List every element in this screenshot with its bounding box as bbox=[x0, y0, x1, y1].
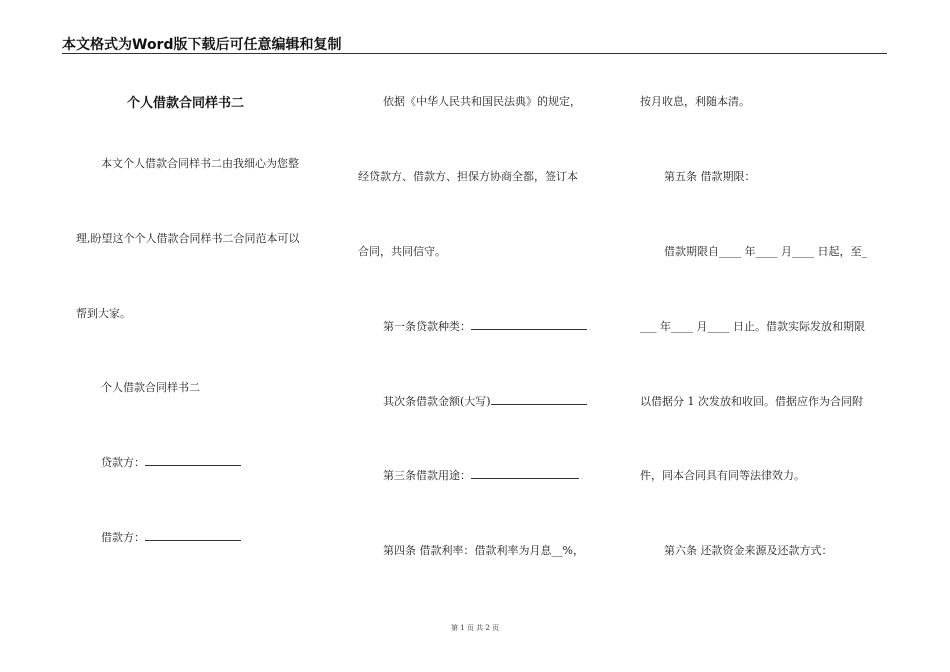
contract-subtitle: 个人借款合同样书二 bbox=[101, 381, 200, 394]
lender-field bbox=[101, 454, 241, 470]
article-3-label: 第三条借款用途： bbox=[383, 469, 471, 482]
preamble-line-1: 依据《中华人民共和国民法典》的规定， bbox=[383, 95, 581, 108]
article-1-blank bbox=[471, 319, 587, 330]
lender-blank bbox=[145, 455, 241, 466]
borrower-label: 借款方： bbox=[101, 531, 145, 544]
article-3-blank bbox=[471, 468, 579, 479]
repayment-note: 按月收息，利随本清。 bbox=[640, 95, 750, 108]
document-title: 个人借款合同样书二 bbox=[127, 96, 245, 111]
article-2-blank bbox=[491, 394, 587, 405]
lender-label: 贷款方： bbox=[101, 456, 145, 469]
borrower-blank bbox=[145, 530, 241, 541]
intro-line-1: 本文个人借款合同样书二由我细心为您整 bbox=[101, 157, 299, 170]
intro-line-2: 理,盼望这个个人借款合同样书二合同范本可以 bbox=[76, 232, 300, 245]
term-line-2: ___ 年____ 月____ 日止。借款实际发放和期限 bbox=[640, 320, 865, 333]
header-divider bbox=[62, 53, 887, 54]
page-number: 第 1 页 共 2 页 bbox=[450, 624, 500, 632]
document-header: 本文格式为Word版下载后可任意编辑和复制 bbox=[62, 37, 342, 53]
article-4: 第四条 借款利率：借款利率为月息__%， bbox=[383, 544, 584, 557]
preamble-line-2: 经贷款方、借款方、担保方协商全都，签订本 bbox=[358, 170, 578, 183]
preamble-line-3: 合同，共同信守。 bbox=[358, 245, 446, 258]
borrower-field bbox=[101, 529, 241, 545]
article-3 bbox=[383, 467, 579, 483]
article-5: 第五条 借款期限： bbox=[664, 170, 756, 183]
article-2-label: 其次条借款金额(大写) bbox=[383, 395, 491, 408]
term-line-3: 以借据分 1 次发放和收回。借据应作为合同附 bbox=[640, 395, 863, 408]
term-line-4: 件，同本合同具有同等法律效力。 bbox=[640, 469, 805, 482]
article-6: 第六条 还款资金来源及还款方式： bbox=[664, 544, 833, 557]
article-1-label: 第一条贷款种类： bbox=[383, 320, 471, 333]
intro-line-3: 帮到大家。 bbox=[76, 307, 131, 320]
term-line-1: 借款期限自____ 年____ 月____ 日起，至_ bbox=[664, 245, 867, 258]
article-1 bbox=[383, 318, 587, 334]
article-2 bbox=[383, 393, 587, 409]
